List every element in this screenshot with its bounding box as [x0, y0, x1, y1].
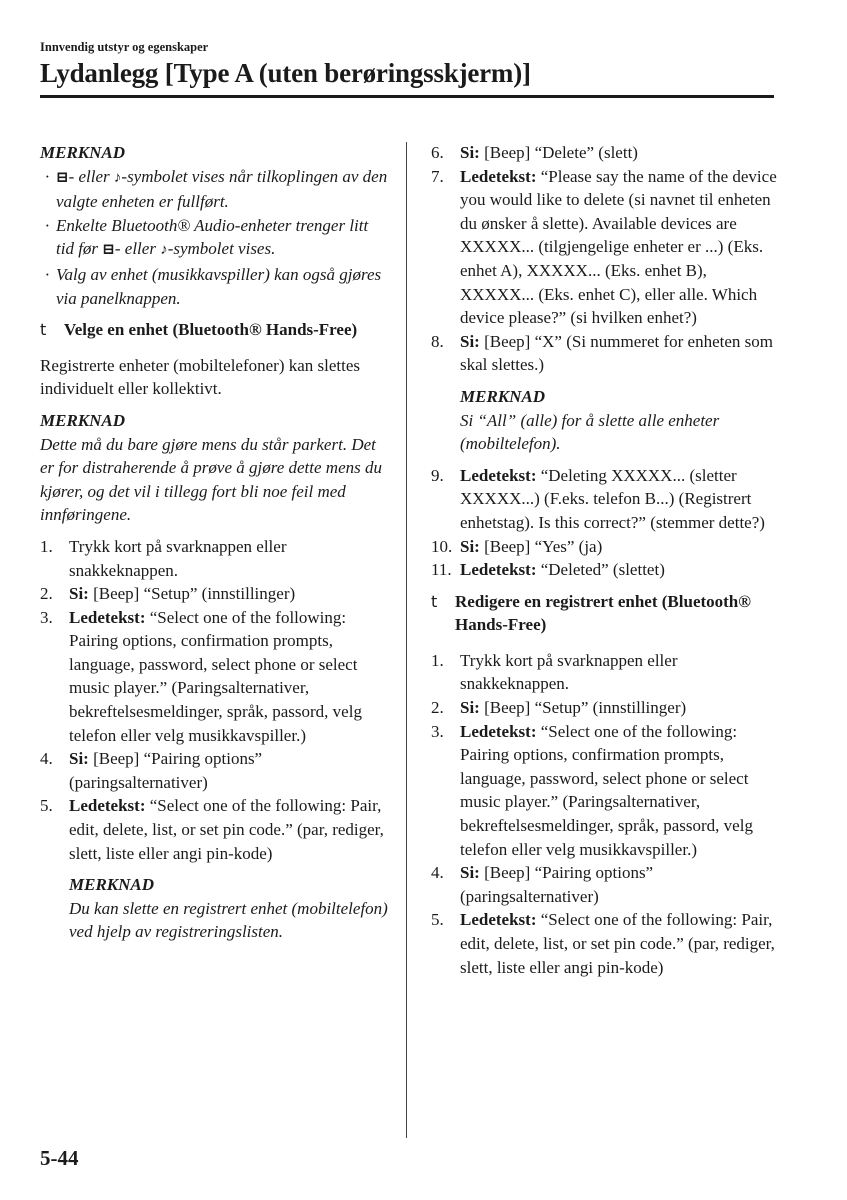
right-column: [431, 141, 781, 987]
step-item: 2. Si: [Beep] “Setup” (innstillinger): [431, 698, 687, 718]
left-column: [40, 141, 390, 952]
subheading-edit-device: t Redigere en registrert enhet (Bluetooth® Hands-Free): [431, 591, 751, 635]
note-text: Du kan slette en registrert enhet (mobiltelefon) ved hjelp av registreringslisten.: [69, 898, 388, 942]
step-list: [431, 464, 781, 582]
note-heading: MERKNAD: [40, 143, 126, 162]
step-list: [431, 649, 781, 979]
section-marker-icon: t: [40, 320, 47, 340]
section-label: Innvendig utstyr og egenskaper: [40, 40, 209, 54]
step-item: 4. Si: [Beep] “Pairing options” (paringsalternativer): [40, 749, 263, 792]
note-box: [460, 385, 781, 456]
subheading-select-device: t Velge en enhet (Bluetooth® Hands-Free): [40, 318, 390, 342]
step-item: 11. Ledetekst: “Deleted” (slettet): [431, 560, 665, 580]
step-item: 6. Si: [Beep] “Delete” (slett): [431, 143, 638, 162]
step-item: 3. Ledetekst: “Select one of the following: Pairing options, confirmation prompts, language, password, select phone or select music player.” (Paringsalternativer, bekreftelsesmeldinger, språk, passord, velg telefon eller velg musikkavspiller.): [431, 721, 753, 859]
note-bullet-list: [40, 165, 390, 311]
step-item: 1. Trykk kort på svarknappen eller snakkeknappen.: [40, 536, 287, 580]
step-list: [431, 141, 781, 377]
note-bullet: · Enkelte Bluetooth® Audio-enheter trenger litt tid før ⊟- eller ♪-symbolet vises.: [45, 215, 369, 259]
note-box: [40, 141, 390, 310]
title-rule: [40, 95, 774, 98]
step-item: 8. Si: [Beep] “X” (Si nummeret for enheten som skal slettes.): [431, 331, 773, 375]
note-text: Si “All” (alle) for å slette alle enheter (mobiltelefon).: [460, 410, 720, 454]
phone-icon: ⊟: [56, 169, 69, 186]
phone-icon: ⊟: [102, 242, 115, 259]
step-item: 1. Trykk kort på svarknappen eller snakkeknappen.: [431, 650, 678, 694]
section-marker-icon: t: [431, 591, 438, 611]
note-heading: MERKNAD: [40, 410, 126, 430]
note-heading: MERKNAD: [460, 386, 546, 406]
step-item: 7. Ledetekst: “Please say the name of the device you would like to delete (si navnet til enheten du ønsker å slette). Available devices are XXXXX... (tilgjengelige enheter er ...) (Eks. enhet A), XXXXX... (Eks. enhet B), XXXXX... (Eks. enhet C), eller alle. Which device please?” (si hvilken enhet?): [431, 166, 777, 328]
step-item: 10. Si: [Beep] “Yes” (ja): [431, 536, 603, 556]
intro-paragraph: Registrerte enheter (mobiltelefoner) kan slettes individuelt eller kollektivt.: [40, 355, 361, 399]
music-note-icon: ♪: [160, 242, 168, 259]
page-title: Lydanlegg [Type A (uten berøringsskjerm)]: [40, 58, 531, 88]
note-text: Dette må du bare gjøre mens du står parkert. Det er for distraherende å prøve å gjøre dette mens du kjører, og det vil i tillegg fort bli noe feil med innføringene.: [40, 434, 382, 525]
note-box: [69, 873, 390, 944]
step-list: [40, 535, 390, 865]
step-item: 3. Ledetekst: “Select one of the following: Pairing options, confirmation prompts, language, password, select phone or select music player.” (Paringsalternativer, bekreftelsesmeldinger, språk, passord, velg telefon eller velg musikkavspiller.): [40, 607, 362, 745]
note-bullet: · Valg av enhet (musikkavspiller) kan også gjøres via panelknappen.: [45, 264, 382, 308]
step-item: 4. Si: [Beep] “Pairing options” (paringsalternativer): [431, 863, 654, 906]
note-box: [40, 409, 390, 527]
step-item: 2. Si: [Beep] “Setup” (innstillinger): [40, 584, 296, 604]
step-item: 5. Ledetekst: “Select one of the following: Pair, edit, delete, list, or set pin code.” (par, rediger, slett, liste eller angi pin-kode): [40, 796, 384, 863]
note-bullet: · ⊟- eller ♪-symbolet vises når tilkoplingen av den valgte enheten er fullført.: [45, 166, 388, 212]
note-heading: MERKNAD: [69, 875, 155, 895]
music-note-icon: ♪: [113, 169, 122, 186]
column-divider: [406, 142, 407, 1138]
step-item: 5. Ledetekst: “Select one of the following: Pair, edit, delete, list, or set pin code.” (par, rediger, slett, liste eller angi pin-kode): [431, 910, 775, 977]
step-item: 9. Ledetekst: “Deleting XXXXX... (sletter XXXXX...) (F.eks. telefon B...) (Registrert enhetstag). Is this correct?” (stemmer dette?): [431, 465, 765, 532]
page-number: 5-44: [40, 1146, 79, 1170]
